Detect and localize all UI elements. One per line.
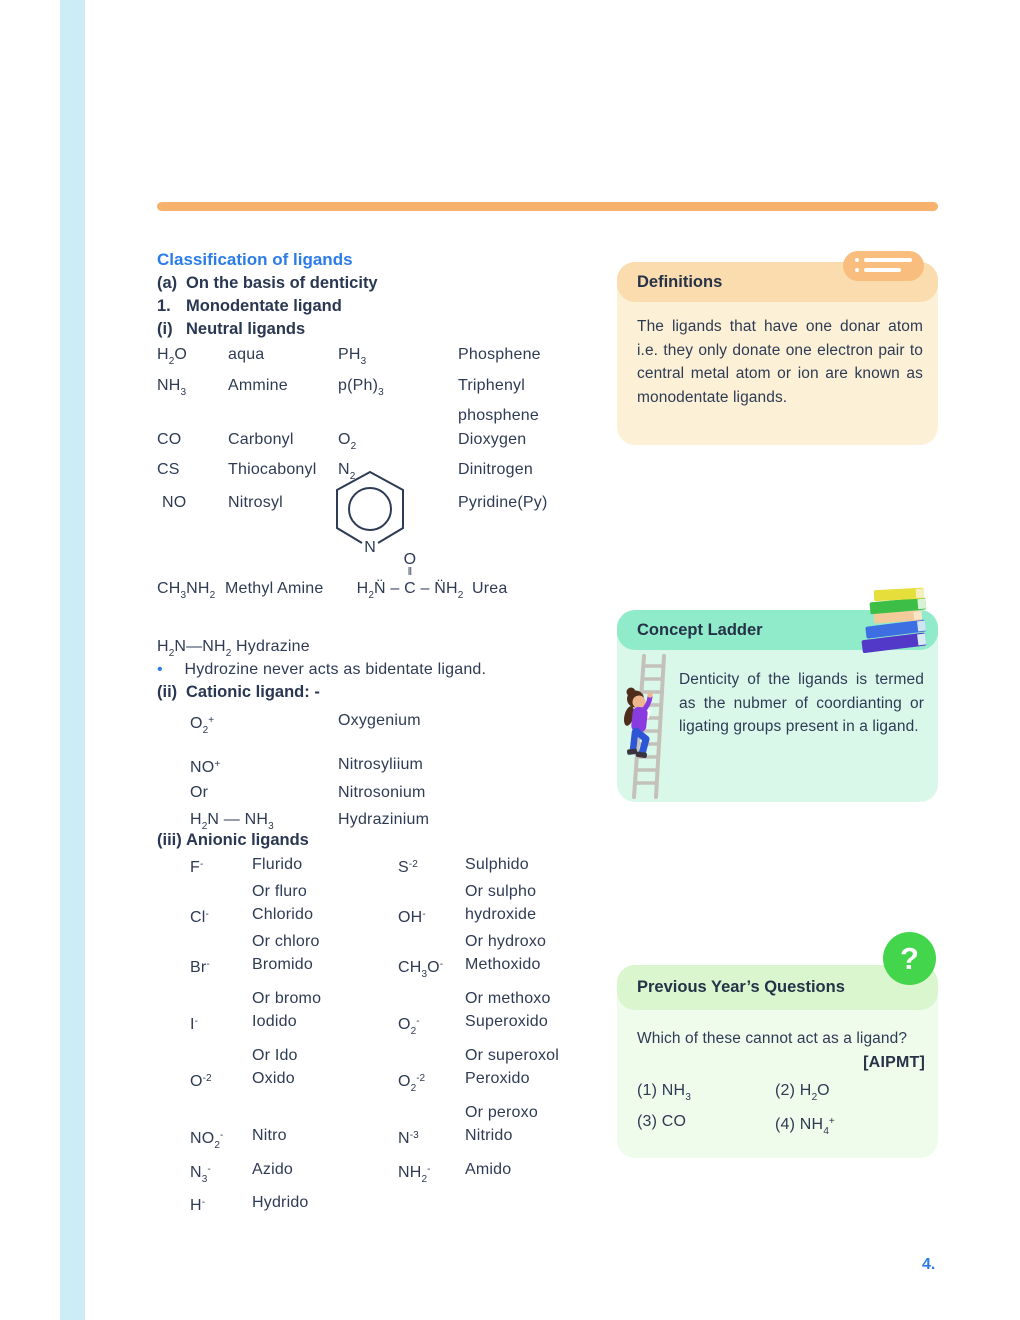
ligand-name: Nitrido (465, 1127, 513, 1144)
heading-text: Neutral ligands (186, 320, 306, 338)
ligand-formula: $PH_3$ (338, 346, 367, 367)
ligand-formula: $NH_2^-$ (398, 1163, 431, 1185)
ligand-formula: CO (157, 430, 182, 448)
question-mark-icon: ? (883, 932, 936, 985)
section-divider-bar (157, 202, 938, 211)
ligand-formula: $O_2$ (338, 430, 357, 452)
ligand-formula: $CH_3O^-$ (398, 959, 444, 980)
ligand-name: Nitrosyl (228, 494, 283, 511)
page-title: Classification of ligands (157, 250, 353, 269)
ring-nitrogen-label: N (364, 539, 376, 556)
table-row (190, 752, 627, 780)
ligand-name (252, 1101, 398, 1125)
methylamine-urea-row (157, 552, 627, 620)
ligand-name: Urea (472, 580, 508, 597)
concept-text: Denticity of the ligands is termed as the nubmer of coordianting or ligating groups present in a ligand. (679, 671, 924, 735)
urea-structure (345, 552, 475, 606)
note-text: Hydrozine never acts as bidentate ligand. (184, 661, 487, 678)
ligand-formula: $N^{-3}$ (398, 1130, 419, 1147)
option-item: (3) CO (637, 1112, 687, 1130)
ligand-formula (190, 987, 252, 1011)
ligand-formula (398, 880, 465, 904)
ligand-formula: CS (157, 461, 180, 478)
ligand-name: Or bromo (252, 989, 322, 1007)
ligand-name: Carbonyl (228, 430, 294, 448)
ligand-formula: $CH_3NH_2$ (157, 580, 216, 601)
ligand-name: Or hydroxo (465, 932, 547, 950)
ligand-formula: $O_2^-$ (398, 1016, 420, 1037)
ligand-name: Amido (465, 1160, 512, 1178)
ligand-formula (190, 1044, 252, 1068)
ligand-formula (338, 404, 458, 428)
heading-marker: (ii) (157, 683, 178, 701)
definition-text: The ligands that have one donar atom i.e. they only donate one electron pair to central metal atom or ion are known as monodentate ligands. (637, 318, 923, 406)
previous-year-questions-box (617, 940, 938, 1158)
definitions-box (617, 262, 938, 445)
ligand-name (465, 1191, 627, 1218)
ligand-name: Flurido (252, 856, 303, 873)
ligand-formula: NO+ (190, 759, 221, 776)
ligand-name: aqua (228, 346, 265, 363)
anionic-ligands-table (190, 853, 627, 1218)
ligand-formula: $N_3^-$ (190, 1163, 211, 1185)
heading-cationic-ligands (157, 681, 320, 705)
box-title: Definitions (637, 272, 723, 291)
ligand-name: Or sulpho (465, 882, 537, 900)
heading-marker: (a) (157, 274, 178, 292)
ligand-name: Oxido (252, 1070, 295, 1087)
box-title: Concept Ladder (637, 620, 763, 639)
ligand-formula (157, 404, 228, 428)
ligand-formula: $p(Ph)_3$ (338, 376, 384, 398)
left-accent-stripe (60, 0, 85, 1320)
page-number: 4. (922, 1256, 936, 1273)
ligand-formula (190, 930, 252, 954)
nitrosyl-pyridine-row (157, 460, 627, 555)
heading-text: Cationic ligand: - (186, 683, 320, 701)
ligand-formula: Cl- (190, 909, 209, 926)
cationic-ligands-table (190, 708, 627, 839)
option-item: (4) $NH_4^+$ (775, 1115, 835, 1137)
ligand-formula: F- (190, 859, 204, 876)
bullet-icon: • (157, 661, 163, 678)
ligand-name: Dinitrogen (458, 461, 533, 478)
heading-text: On the basis of denticity (186, 274, 378, 292)
ligand-formula: $O_2^+$ (190, 715, 215, 736)
ligand-formula: $NO_2^-$ (190, 1130, 224, 1151)
ligand-formula (190, 880, 252, 904)
ligand-name: Peroxido (465, 1070, 530, 1087)
ligand-name: Hydrazinium (338, 811, 430, 828)
ligand-name: Chlorido (252, 906, 314, 923)
ligand-formula: $N_2$ (338, 461, 356, 482)
options-list (637, 1079, 925, 1144)
ligand-formula: $O^{-2}$ (190, 1073, 212, 1090)
ligand-formula: H- (190, 1197, 206, 1214)
box-title: Previous Year’s Questions (637, 978, 845, 996)
ligand-formula: Br- (190, 959, 210, 976)
concept-ladder-box (617, 610, 938, 802)
ligand-name: Or peroxo (465, 1103, 538, 1121)
ligand-name: Bromido (252, 956, 313, 973)
ligand-name: phosphene (458, 407, 539, 424)
ligand-formula: I- (190, 1016, 198, 1033)
ligand-name: Methoxido (465, 956, 541, 973)
ligand-formula (398, 1044, 465, 1068)
ligand-name: Triphenyl (458, 376, 526, 394)
heading-monodentate (157, 295, 342, 319)
ligand-name: hydroxide (465, 906, 537, 923)
note-bullet (157, 658, 627, 682)
ligand-name: Hydrido (252, 1194, 309, 1211)
heading-marker: 1. (157, 297, 171, 315)
books-stack-icon (860, 583, 934, 657)
ligand-name: Or superoxol (465, 1046, 559, 1064)
ligand-formula: $O_2^{-2}$ (398, 1073, 426, 1094)
ligand-name: Superoxido (465, 1013, 548, 1030)
ligand-formula: $H_2O$ (157, 346, 187, 367)
ligand-name: Or fluro (252, 882, 307, 900)
ligand-formula (398, 987, 465, 1011)
notes-list-icon (843, 251, 924, 281)
urea-oxygen: O (403, 551, 417, 568)
heading-neutral-ligands (157, 318, 305, 342)
ligand-name: Pyridine(Py) (458, 494, 548, 511)
heading-marker: (iii) (157, 831, 182, 849)
ligand-name: Or Ido (252, 1046, 298, 1064)
ligand-formula (190, 1101, 252, 1125)
ligand-formula: OH- (398, 909, 426, 926)
question-text: Which of these cannot act as a ligand? (637, 1030, 908, 1047)
ligand-formula (398, 1101, 465, 1125)
ligand-name: Nitrosyliium (338, 756, 424, 773)
option-item: (2) $H_2O$ (775, 1081, 830, 1103)
ligand-formula (398, 1191, 465, 1218)
ligand-formula: $S^{-2}$ (398, 859, 418, 876)
table-row (190, 780, 627, 805)
ligand-name: Nitrosonium (338, 784, 426, 801)
ligand-name: Nitro (252, 1127, 287, 1144)
heading-marker: (i) (157, 320, 173, 338)
ligand-name: Azido (252, 1160, 294, 1178)
double-bond: ‖ (407, 566, 413, 578)
person-climbing-ladder-icon (622, 654, 680, 801)
ligand-name: Sulphido (465, 856, 529, 873)
ligand-name: Thiocabonyl (228, 461, 317, 478)
ligand-name: Or methoxo (465, 989, 551, 1007)
heading-text: Anionic ligands (186, 831, 309, 849)
ligand-name: Methyl Amine (225, 580, 324, 597)
option-item: (1) $NH_3$ (637, 1081, 691, 1103)
heading-anionic-ligands (157, 829, 309, 853)
heading-text: Monodentate ligand (186, 297, 342, 315)
ligand-formula: $H_2N$ — $NH_3$ (190, 811, 274, 832)
pyridine-ring-structure (325, 464, 415, 559)
heading-denticity (157, 272, 378, 296)
aromatic-circle (349, 488, 391, 530)
ligand-formula: Or (190, 784, 209, 801)
urea-formula: $H_2N̈$ – C – $N̈H_2$ (356, 580, 464, 601)
ligand-name (228, 404, 338, 428)
ligand-name: Dioxygen (458, 430, 527, 448)
ligand-name: Oxygenium (338, 712, 421, 729)
ligand-name: Ammine (228, 376, 288, 394)
ligand-formula: $NH_3$ (157, 376, 187, 398)
ligand-formula (398, 930, 465, 954)
exam-tag: [AIPMT] (863, 1053, 925, 1071)
ligand-name: Hydrazine (236, 638, 310, 655)
ligand-formula: NO (162, 494, 187, 511)
ligand-name: Phosphene (458, 346, 541, 363)
ligand-formula: $H_2N—NH_2$ (157, 638, 232, 659)
table-row (190, 708, 627, 743)
ligand-name: Iodido (252, 1013, 297, 1030)
ligand-name: Or chloro (252, 932, 320, 950)
